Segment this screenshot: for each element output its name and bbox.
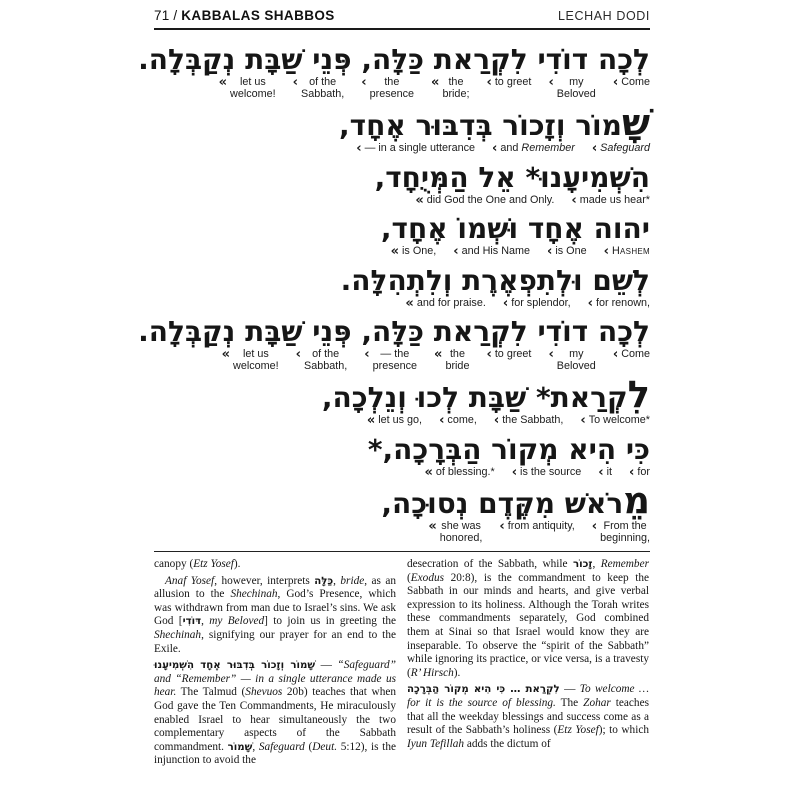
commentary [154, 558, 650, 771]
chevron-marker-icon: ‹ [580, 413, 585, 428]
commentary-paragraph: לִקְרַאת … כִּי הִיא מְקוֹר הַבְּרָכָה — To welcome … for it is the source of blessing. The Zohar teaches that all the weekday blessings and success come as a result of the Sabbath’s holiness (Etz Yosef); to which Iyun Tefillah adds the dictum of [407, 683, 650, 750]
interlinear-word-group [613, 349, 650, 372]
translation-word: did God the One and Only. [426, 193, 555, 206]
interlinear-word-group [499, 521, 574, 544]
interlinear-word-group [219, 77, 276, 100]
translation-word: Sabbath, [301, 87, 345, 100]
translation-word: of the [312, 348, 340, 360]
chevron-marker-icon: ‹ [292, 75, 298, 90]
commentary-right [407, 558, 649, 771]
interlinear-word-group [296, 349, 348, 372]
translation-word: Hashem [611, 245, 650, 257]
translation-word: of the [309, 76, 337, 88]
chevron-marker-icon: « [366, 413, 375, 428]
interlinear-word-group [548, 349, 595, 372]
interlinear-word-group [405, 295, 486, 311]
interlinear-word-group [361, 77, 414, 100]
interlinear-word-group [293, 77, 345, 100]
chevron-marker-icon: « [431, 75, 439, 90]
verse-block [154, 101, 650, 156]
chevron-marker-icon: ‹ [571, 192, 576, 208]
interlinear-word-group [415, 192, 555, 208]
page-number: 71 / [154, 8, 178, 23]
translation-word: welcome! [233, 359, 279, 372]
chevron-marker-icon: ‹ [492, 141, 497, 156]
translation-word: Beloved [556, 87, 596, 100]
interlinear-word-group [494, 415, 564, 427]
verse-block [154, 161, 650, 207]
translation-word: it [606, 465, 613, 478]
translation-word: presence [369, 87, 415, 100]
chevron-marker-icon: « [428, 519, 436, 534]
translation-word: beginning, [600, 531, 650, 544]
translation-word: is the source [520, 465, 582, 478]
chevron-marker-icon: « [221, 347, 230, 362]
translation-word: to greet [494, 76, 532, 88]
translation-word: to greet [494, 348, 532, 360]
chevron-marker-icon: ‹ [587, 295, 592, 311]
chevron-marker-icon: ‹ [486, 75, 491, 90]
translation-word: is One, [402, 245, 437, 257]
hebrew-verse-line: מֵרֹאשׁ מִקֶּדֶם נְסוּכָה, [381, 479, 650, 522]
interlinear-word-group [431, 77, 469, 100]
interlinear-word-group [604, 246, 650, 258]
commentary-left [154, 558, 396, 771]
translation-word: let us [239, 76, 266, 88]
chevron-marker-icon: ‹ [511, 464, 517, 480]
verse-block [154, 373, 650, 428]
translation-word: for [637, 465, 650, 478]
translation-word: for renown, [595, 296, 650, 309]
translation-word: Sabbath, [304, 359, 348, 372]
commentary-paragraph: Anaf Yosef, however, interprets כַּלָּה, bride, as an allusion to the Shechinah, God’s Presence, which was withdrawn from man due to Israel’s sins. We ask God [דּוֹדִי, my Beloved] to join us in greeting the Shechinah, signifying our prayer for an end to the Exile. [154, 574, 397, 655]
interlinear-row [154, 464, 650, 480]
chevron-marker-icon: ‹ [493, 413, 499, 428]
interlinear-word-group [367, 415, 422, 427]
verse-block [154, 433, 650, 479]
interlinear-word-group [486, 77, 531, 100]
interlinear-row [154, 295, 650, 311]
interlinear-word-group [486, 349, 531, 372]
translation-word: and Remember [500, 142, 575, 154]
chevron-marker-icon: ‹ [486, 347, 491, 362]
translation-word: — in a single utterance [364, 142, 476, 154]
interlinear-word-group [547, 246, 587, 258]
chevron-marker-icon: ‹ [547, 244, 552, 259]
interlinear-word-group [587, 295, 650, 311]
interlinear-word-group [453, 246, 530, 258]
interlinear-word-group [356, 143, 475, 155]
interlinear-row [154, 521, 650, 544]
interlinear-row [154, 415, 650, 427]
translation-word: Beloved [556, 359, 596, 372]
interlinear-word-group [391, 246, 437, 258]
interlinear-word-group [428, 521, 482, 544]
chevron-marker-icon: ‹ [364, 347, 369, 362]
commentary-paragraph: canopy (Etz Yosef). [154, 558, 241, 570]
translation-word: of blessing.* [435, 465, 495, 478]
translation-word: To welcome* [588, 414, 650, 426]
translation-word: come, [447, 414, 477, 426]
translation-word: the [384, 76, 400, 88]
hebrew-verse-line: לְכָה דוֹדִי לִקְרַאת כַּלָּה, פְּנֵי שַׁבָּת נְקַבְּלָה. [138, 43, 650, 76]
verse-block [154, 264, 650, 310]
chevron-marker-icon: « [390, 244, 399, 259]
interlinear-word-group [548, 77, 595, 100]
interlinear-word-group [439, 415, 477, 427]
siddur-page [138, 8, 650, 771]
hebrew-verse-line: שָׁמוֹר וְזָכוֹר בְּדִבּוּר אֶחָד, [339, 101, 650, 144]
interlinear-word-group [598, 464, 613, 480]
commentary-divider [154, 551, 650, 552]
interlinear-word-group [571, 192, 650, 208]
translation-word: is One [555, 245, 587, 257]
commentary-paragraph: שָׁמוֹר וְזָכוֹר בְּדִבּוּר אֶחָד הִשְׁמִיעָנוּ — “Safeguard” and “Remember” — in a single utterance made us hear. The Talmud (Shevuos 20b) teaches that when God gave the Ten Commandments, He miraculously enabled Israel to hear simultaneously the two complementary aspects of the Sabbath commandment. שָׁמוֹר, Safeguard (Deut. 5:12), is the injunction to avoid the [154, 659, 396, 767]
chevron-marker-icon: ‹ [591, 141, 597, 156]
interlinear-row [154, 246, 650, 258]
interlinear-row [154, 77, 650, 100]
chevron-marker-icon: ‹ [499, 519, 504, 534]
chevron-marker-icon: ‹ [356, 141, 361, 156]
chevron-marker-icon: ‹ [502, 295, 508, 311]
header-left [154, 8, 335, 23]
page-header [154, 8, 650, 23]
translation-word: honored, [439, 531, 483, 544]
chevron-marker-icon: ‹ [603, 244, 608, 259]
translation-word: my [569, 348, 584, 360]
chevron-marker-icon: « [415, 192, 423, 208]
chevron-marker-icon: ‹ [591, 519, 597, 534]
chevron-marker-icon: ‹ [612, 75, 618, 90]
hebrew-verse-line: כִּי הִיא מְקוֹר הַבְּרָכָה,* [367, 432, 650, 466]
chevron-marker-icon: ‹ [295, 347, 301, 362]
verse-block [154, 479, 650, 544]
interlinear-word-group [580, 415, 650, 427]
translation-word: for splendor, [511, 296, 571, 309]
translation-word: made us hear* [579, 193, 650, 206]
translation-word: — the [380, 348, 410, 360]
chevron-marker-icon: « [424, 464, 432, 480]
translation-word: my [569, 76, 584, 88]
verse-block [138, 43, 650, 100]
hebrew-verse-line: יהוה אֶחָד וּשְׁמוֹ אֶחָד, [380, 212, 650, 245]
chevron-marker-icon: ‹ [612, 347, 618, 362]
interlinear-word-group [629, 464, 650, 480]
chevron-marker-icon: ‹ [453, 244, 458, 259]
prayer-title: LECHAH DODI [557, 9, 650, 23]
chevron-marker-icon: ‹ [598, 464, 603, 480]
hebrew-verse-line: לְשֵׁם וּלְתִפְאֶרֶת וְלִתְהִלָּה. [340, 263, 650, 297]
interlinear-row [154, 143, 650, 155]
translation-word: Safeguard [600, 142, 650, 154]
interlinear-row [154, 192, 650, 208]
interlinear-word-group [222, 349, 279, 372]
translation-word: Come [621, 348, 650, 360]
translation-word: the Sabbath, [502, 414, 564, 426]
translation-word: and for praise. [416, 296, 486, 309]
translation-word: Come [621, 76, 650, 88]
chevron-marker-icon: « [434, 347, 442, 362]
interlinear-word-group [364, 349, 417, 372]
interlinear-row [154, 349, 650, 372]
interlinear-word-group [592, 521, 650, 544]
header-rule [154, 28, 650, 30]
commentary-paragraph: desecration of the Sabbath, while זָכוֹר, Remember (Exodus 20:8), is the commandment to keep the Sabbath in our minds and hearts, and give verbal expression to its holiness. Although the Torah writes these commandments separately, God combined them at Sinai so that Israel would know they are inseparable. To observe the “spirit of the Sabbath” while ignoring its practice, or vice versa, is a travesty (R’ Hirsch). [407, 558, 649, 679]
chevron-marker-icon: ‹ [439, 413, 444, 428]
verse-block [138, 315, 650, 372]
translation-word: presence [372, 359, 418, 372]
translation-word: From the [603, 520, 647, 532]
translation-word: she was [441, 520, 481, 532]
translation-word: let us go, [378, 414, 423, 426]
chevron-marker-icon: « [218, 75, 227, 90]
chevron-marker-icon: ‹ [629, 464, 634, 480]
translation-word: the [449, 348, 465, 360]
hebrew-verse-line: הִשְׁמִיעָנוּ* אֵל הַמְּיֻחָד, [374, 160, 650, 194]
translation-word: and His Name [461, 245, 531, 257]
translation-word: the [448, 76, 464, 88]
chevron-marker-icon: ‹ [548, 347, 553, 362]
section-title: KABBALAS SHABBOS [181, 8, 335, 23]
interlinear-word-group [502, 295, 571, 311]
interlinear-word-group [613, 77, 650, 100]
hebrew-verse-line: לְכָה דוֹדִי לִקְרַאת כַּלָּה, פְּנֵי שַׁבָּת נְקַבְּלָה. [138, 315, 650, 348]
hebrew-verse-line: לִקְרַאת* שַׁבָּת לְכוּ וְנֵלְכָה, [321, 373, 650, 416]
translation-word: welcome! [230, 87, 276, 100]
interlinear-word-group [424, 464, 495, 480]
interlinear-word-group [492, 143, 575, 155]
translation-word: bride; [442, 87, 470, 100]
verses [138, 43, 650, 544]
interlinear-word-group [511, 464, 582, 480]
chevron-marker-icon: ‹ [361, 75, 366, 90]
translation-word: bride [445, 359, 470, 372]
interlinear-word-group [434, 349, 469, 372]
chevron-marker-icon: « [405, 295, 413, 311]
interlinear-word-group [592, 143, 650, 155]
chevron-marker-icon: ‹ [548, 75, 553, 90]
translation-word: let us [242, 348, 269, 360]
verse-block [154, 212, 650, 258]
translation-word: from antiquity, [507, 520, 575, 532]
